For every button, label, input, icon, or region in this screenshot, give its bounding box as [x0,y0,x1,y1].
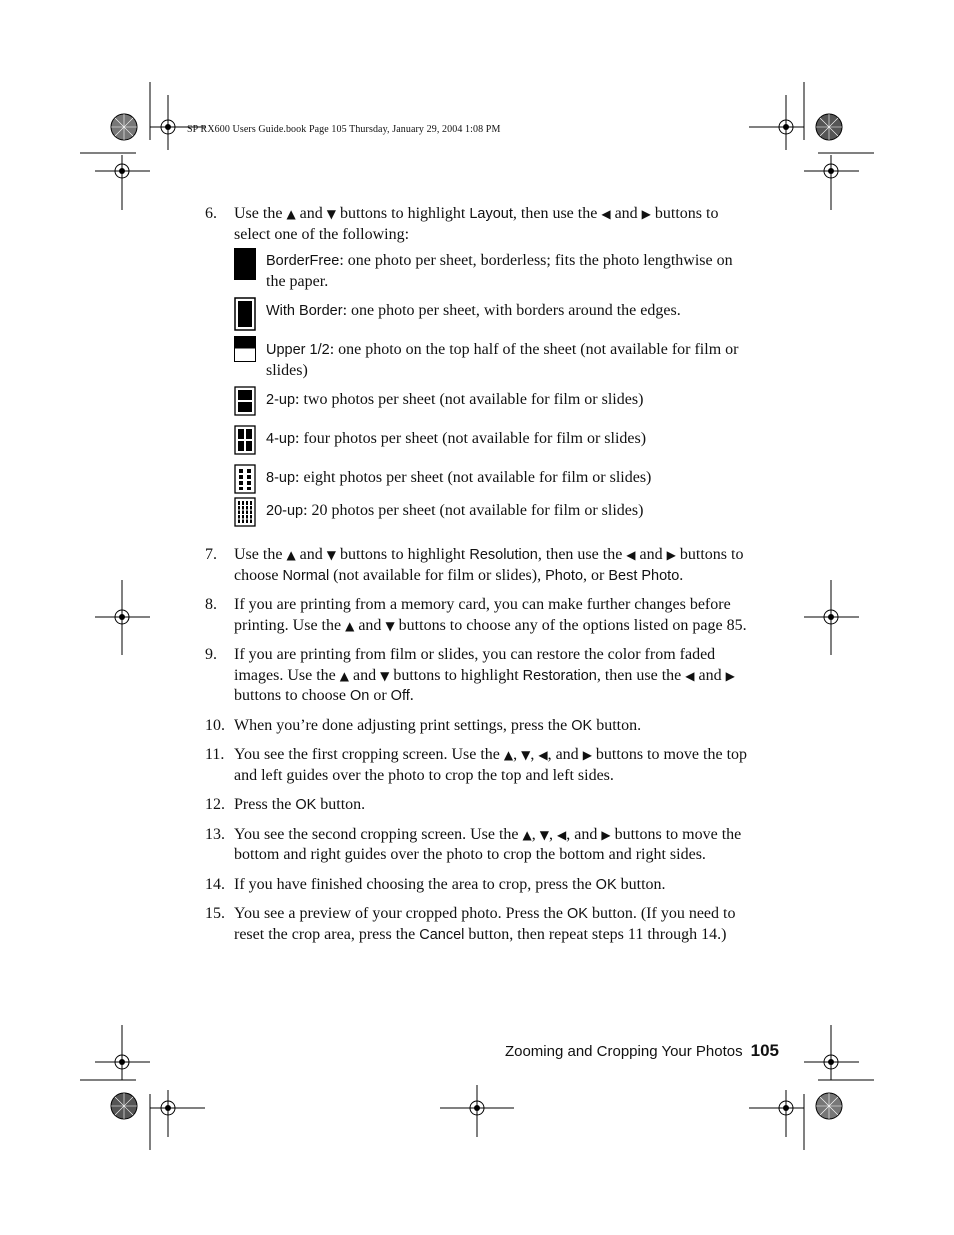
layout-option-4-up: 4-up: four photos per sheet (not available for film or slides) [234,429,750,459]
right-arrow-icon: ▶ [582,748,592,762]
borderfree-layout-icon [234,247,256,281]
layout-option-20-up: 20-up: 20 photos per sheet (not available for film or slides) [234,501,750,531]
step-number: 8. [205,596,217,613]
step-number: 10. [205,716,225,734]
step-7: 7. Use the ▲ and ▼ buttons to highlight Resolution, then use the ◀ and ▶ buttons to choose Normal (not available for film or slides), Photo, or Best Photo. [205,546,744,584]
left-arrow-icon: ◀ [626,548,636,562]
layout-option-2-up: 2-up: two photos per sheet (not available for film or slides) [234,390,750,420]
step-number: 11. [205,746,225,763]
right-arrow-icon: ▶ [641,207,651,221]
down-arrow-icon: ▼ [385,618,395,633]
twenty-up-layout-icon [234,497,256,527]
page-number: 105 [750,1041,779,1060]
step-10: 10. When you’re done adjusting print settings, press the OK button. [205,716,750,737]
left-arrow-icon: ◀ [601,207,611,221]
layout-option-8-up: 8-up: eight photos per sheet (not available for film or slides) [234,468,750,492]
page-footer [505,1041,779,1061]
step-number: 15. [205,905,225,922]
up-arrow-icon: ▲ [345,618,355,633]
down-arrow-icon: ▼ [326,548,337,562]
up-arrow-icon: ▲ [286,207,296,221]
step-8: 8. If you are printing from a memory card, you can make further changes before printing. Use the ▲ and ▼ buttons to choose any of the options listed on page 85. [205,596,747,634]
section-title: Zooming and Cropping Your Photos [504,1043,743,1060]
with-border-layout-icon [234,297,256,331]
down-arrow-icon: ▼ [539,827,549,842]
step-number: 7. [205,546,217,563]
step-number: 12. [205,796,225,813]
down-arrow-icon: ▼ [380,668,390,683]
left-arrow-icon: ◀ [538,748,548,762]
layout-option-borderfree: BorderFree: one photo per sheet, borderless; fits the photo lengthwise on the paper. [234,251,750,292]
down-arrow-icon: ▼ [521,748,531,762]
step-6: 6. Use the ▲ and ▼ buttons to highlight Layout, then use the ◀ and ▶ buttons to select one of the following: BorderFree: one photo per sheet, borderless; fits the photo lengthwise on the paper. With Border: one photo per sheet, with borders around the edges. Upper 1/2: one photo on the top half of the sheet (not available for film or slides) 2-up: two photos per sheet (not available for film or slides) 4-up: four photos per sheet (not available for film or slides) 8-up: eight photos per sheet (not available for film or slides) 20-up: 20 photos per sheet (not available for film or slides) [205,204,750,531]
two-up-layout-icon [234,386,256,416]
step-13: 13. You see the second cropping screen. Use the ▲, ▼, ◀, and ▶ buttons to move the bottom and right guides over the photo to crop the bottom and right sides. [205,825,742,863]
step-11: 11. You see the first cropping screen. Use the ▲, ▼, ◀, and ▶ buttons to move the top and left guides over the photo to crop the top and left sides. [205,746,748,784]
up-arrow-icon: ▲ [339,668,349,683]
upper-half-layout-icon [234,336,256,362]
layout-options [234,251,750,531]
step-number: 13. [205,825,225,843]
eight-up-layout-icon [234,464,256,494]
left-arrow-icon: ◀ [685,668,695,683]
step-number: 14. [205,875,225,893]
step-number: 9. [205,646,217,663]
right-arrow-icon: ▶ [666,548,676,562]
step-15: 15. You see a preview of your cropped photo. Press the OK button. (If you need to reset the crop area, press the Cancel button, then repeat steps 11 through 14.) [205,905,736,943]
up-arrow-icon: ▲ [503,748,514,762]
instruction-steps [205,204,750,954]
step-12: 12. Press the OK button. [205,795,750,816]
layout-option-with-border: With Border: one photo per sheet, with borders around the edges. [234,301,750,331]
right-arrow-icon: ▶ [601,827,611,842]
layout-option-upper-half: Upper 1/2: one photo on the top half of the sheet (not available for film or slides) [234,340,750,381]
up-arrow-icon: ▲ [522,827,532,842]
step-number: 6. [205,205,217,222]
step-14: 14. If you have finished choosing the area to crop, press the OK button. [205,875,750,896]
down-arrow-icon: ▼ [326,207,337,221]
right-arrow-icon: ▶ [725,668,735,683]
up-arrow-icon: ▲ [286,548,296,562]
left-arrow-icon: ◀ [557,827,567,842]
layout-setting: Layout [469,206,513,222]
four-up-layout-icon [234,425,256,455]
book-slug-line: SP RX600 Users Guide.book Page 105 Thursday, January 29, 2004 1:08 PM [187,124,501,135]
step-9: 9. If you are printing from film or slides, you can restore the color from faded images. Use the ▲ and ▼ buttons to highlight Restoration, then use the ◀ and ▶ buttons to choose On or Off. [205,646,735,704]
